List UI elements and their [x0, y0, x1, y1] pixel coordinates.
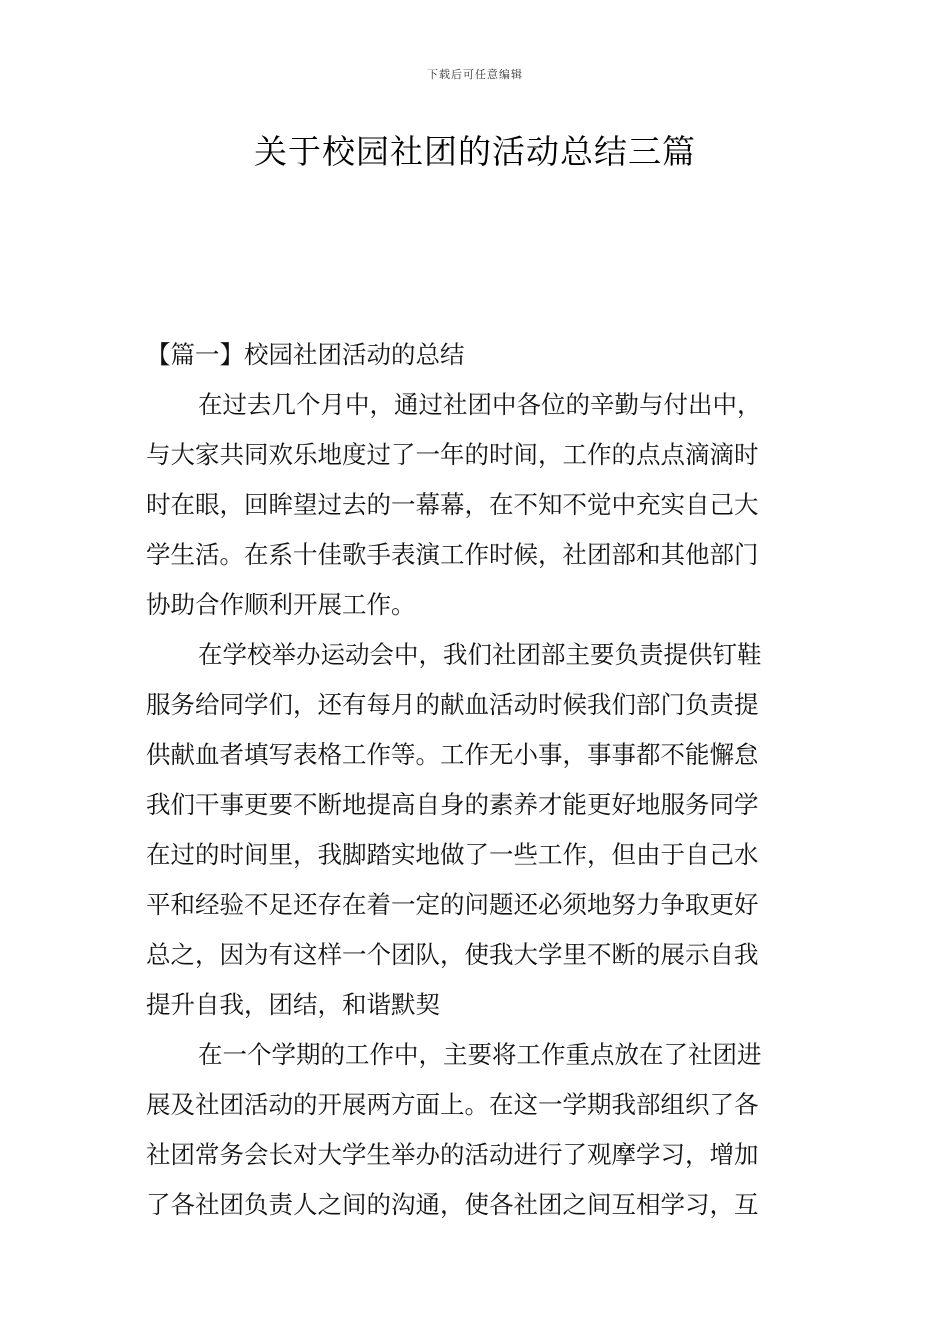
- paragraph-line: 提升自我，团结，和谐默契: [146, 990, 440, 1019]
- paragraph-line: 平和经验不足还存在着一定的问题还必须地努力争取更好: [146, 890, 759, 919]
- paragraph-line: 协助合作顺利开展工作。: [146, 590, 416, 619]
- paragraph-line: 在学校举办运动会中，我们社团部主要负责提供钉鞋: [198, 640, 762, 669]
- paragraph-line: 我们干事更要不断地提高自身的素养才能更好地服务同学: [146, 790, 759, 819]
- paragraph-line: 在一个学期的工作中，主要将工作重点放在了社团进: [198, 1040, 762, 1069]
- paragraph-line: 在过去几个月中，通过社团中各位的辛勤与付出中，: [198, 390, 762, 419]
- paragraph-line: 与大家共同欢乐地度过了一年的时间，工作的点点滴滴时: [146, 440, 759, 469]
- paragraph-3: [146, 1030, 808, 1230]
- paragraph-line: 展及社团活动的开展两方面上。在这一学期我部组织了各: [146, 1090, 759, 1119]
- paragraph-1: [146, 380, 808, 630]
- paragraph-line: 供献血者填写表格工作等。工作无小事，事事都不能懈怠: [146, 740, 759, 769]
- paragraph-line: 社团常务会长对大学生举办的活动进行了观摩学习，增加: [146, 1140, 759, 1169]
- page-header-note: 下载后可任意编辑: [427, 68, 523, 81]
- paragraph-line: 在过的时间里，我脚踏实地做了一些工作，但由于自己水: [146, 840, 759, 869]
- section-heading: 【篇一】校园社团活动的总结: [146, 340, 465, 369]
- document-title: 关于校园社团的活动总结三篇: [254, 132, 696, 171]
- paragraph-line: 服务给同学们，还有每月的献血活动时候我们部门负责提: [146, 690, 759, 719]
- paragraph-line: 学生活。在系十佳歌手表演工作时候，社团部和其他部门: [146, 540, 759, 569]
- paragraph-2: [146, 630, 808, 1030]
- paragraph-line: 时在眼，回眸望过去的一幕幕，在不知不觉中充实自己大: [146, 490, 759, 519]
- paragraph-line: 总之，因为有这样一个团队，使我大学里不断的展示自我: [146, 940, 759, 969]
- document-body: [146, 330, 808, 1230]
- paragraph-line: 了各社团负责人之间的沟通，使各社团之间互相学习，互: [146, 1190, 759, 1219]
